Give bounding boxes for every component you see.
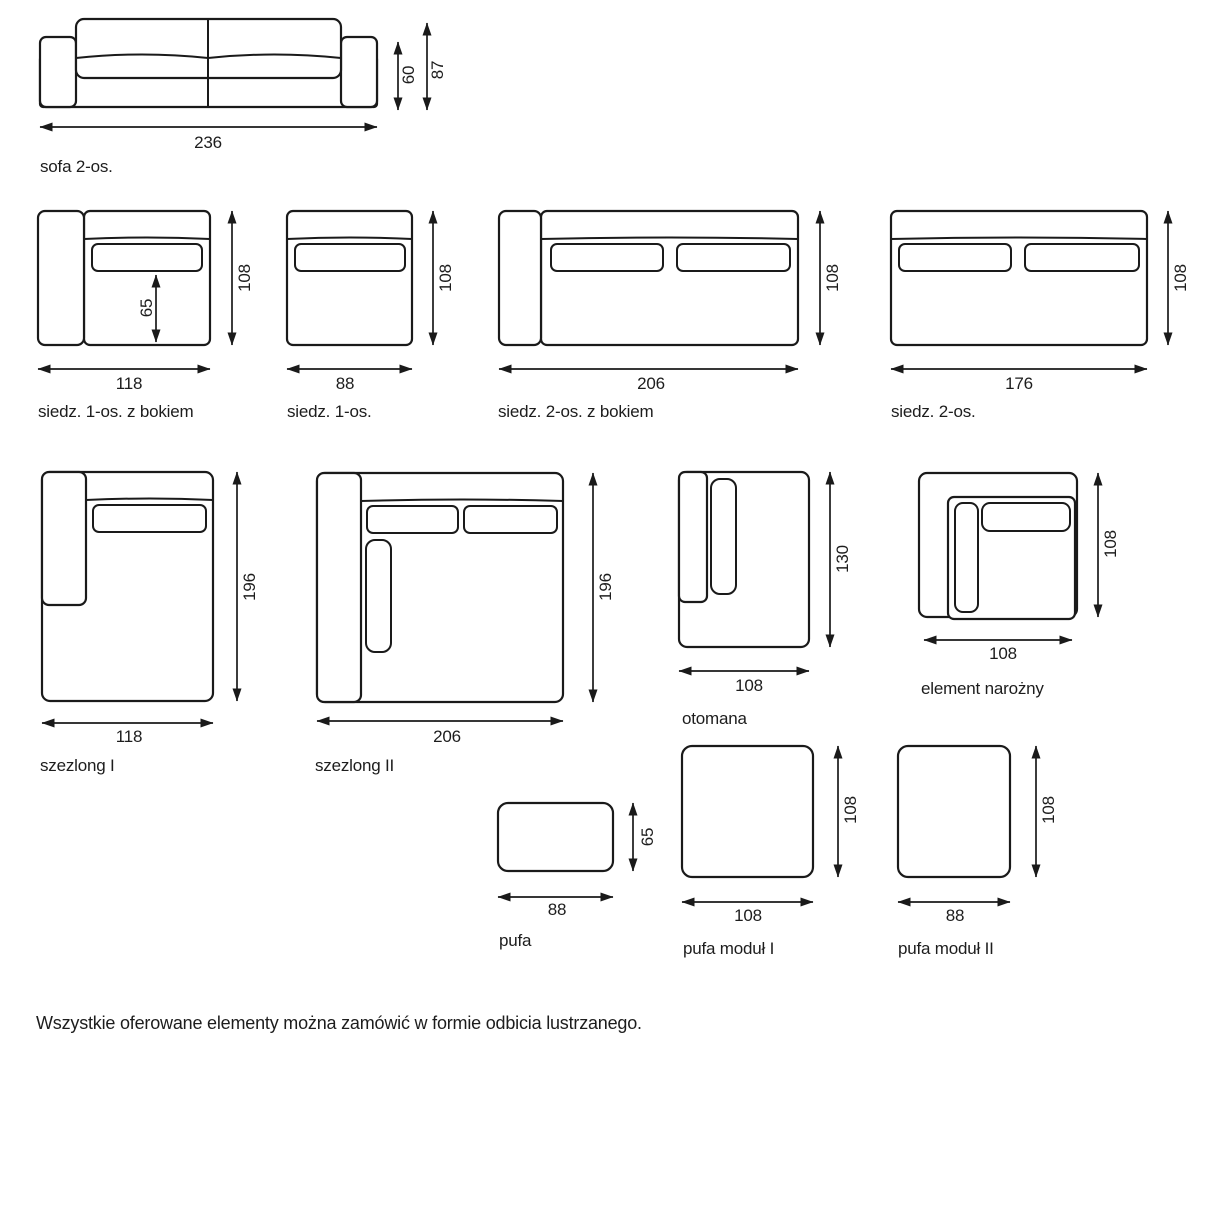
siedz-2os-z-bokiem-depth-value: 108 [823, 264, 842, 292]
szezlong-2-width-value: 206 [433, 727, 461, 746]
siedz-1os-z-bokiem-drawing [38, 211, 210, 345]
element-narozny-width-value: 108 [989, 644, 1017, 663]
element-narozny-label: element narożny [921, 679, 1044, 698]
pufa-modul-1-width-value: 108 [734, 906, 762, 925]
pufa-modul-2-label: pufa moduł II [898, 939, 994, 958]
sofa-2os-drawing [40, 19, 377, 107]
otomana-label: otomana [682, 709, 747, 728]
otomana-width-value: 108 [735, 676, 763, 695]
pufa-width-value: 88 [547, 900, 567, 919]
otomana-depth-value: 130 [833, 545, 852, 573]
siedz-1os-drawing [287, 211, 412, 345]
siedz-2os-z-bokiem-label: siedz. 2-os. z bokiem [498, 402, 654, 421]
element-narozny-depth-value: 108 [1101, 530, 1120, 558]
szezlong-1-label: szezlong I [40, 756, 115, 775]
siedz-1os-width-value: 88 [335, 374, 355, 393]
sofa-2os-width-value: 236 [194, 133, 222, 152]
szezlong-1-drawing [42, 472, 213, 701]
pufa-modul-2-drawing [898, 746, 1010, 877]
szezlong-2-drawing [317, 473, 563, 702]
sofa-2os-label: sofa 2-os. [40, 157, 113, 176]
mirror-option-note: Wszystkie oferowane elementy można zamówić w formie odbicia lustrzanego. [36, 1013, 642, 1033]
szezlong-1-depth-value: 196 [240, 573, 259, 601]
pufa-drawing [498, 803, 613, 871]
szezlong-1-width-value: 118 [115, 727, 143, 746]
pufa-modul-1-label: pufa moduł I [683, 939, 775, 958]
siedz-1os-z-bokiem-seat-depth-value: 65 [137, 298, 156, 318]
siedz-2os-label: siedz. 2-os. [891, 402, 976, 421]
siedz-2os-width-value: 176 [1005, 374, 1033, 393]
siedz-1os-z-bokiem-label: siedz. 1-os. z bokiem [38, 402, 194, 421]
pufa-modul-2-width-value: 88 [945, 906, 965, 925]
element-narozny-drawing [919, 473, 1077, 619]
szezlong-2-depth-value: 196 [596, 573, 615, 601]
siedz-1os-z-bokiem-width-value: 118 [115, 374, 143, 393]
siedz-2os-drawing [891, 211, 1147, 345]
pufa-modul-1-depth-value: 108 [841, 796, 860, 824]
pufa-label: pufa [499, 931, 532, 950]
siedz-2os-depth-value: 108 [1171, 264, 1190, 292]
siedz-1os-label: siedz. 1-os. [287, 402, 372, 421]
pufa-depth-value: 65 [638, 827, 657, 847]
siedz-1os-z-bokiem-depth-value: 108 [235, 264, 254, 292]
pufa-modul-1-drawing [682, 746, 813, 877]
otomana-drawing [679, 472, 809, 647]
siedz-1os-depth-value: 108 [436, 264, 455, 292]
sofa-2os-total-height-value: 87 [428, 60, 447, 80]
siedz-2os-z-bokiem-width-value: 206 [637, 374, 665, 393]
sofa-2os-seat-height-value: 60 [399, 65, 418, 85]
pufa-modul-2-depth-value: 108 [1039, 796, 1058, 824]
szezlong-2-label: szezlong II [315, 756, 395, 775]
siedz-2os-z-bokiem-drawing [499, 211, 798, 345]
